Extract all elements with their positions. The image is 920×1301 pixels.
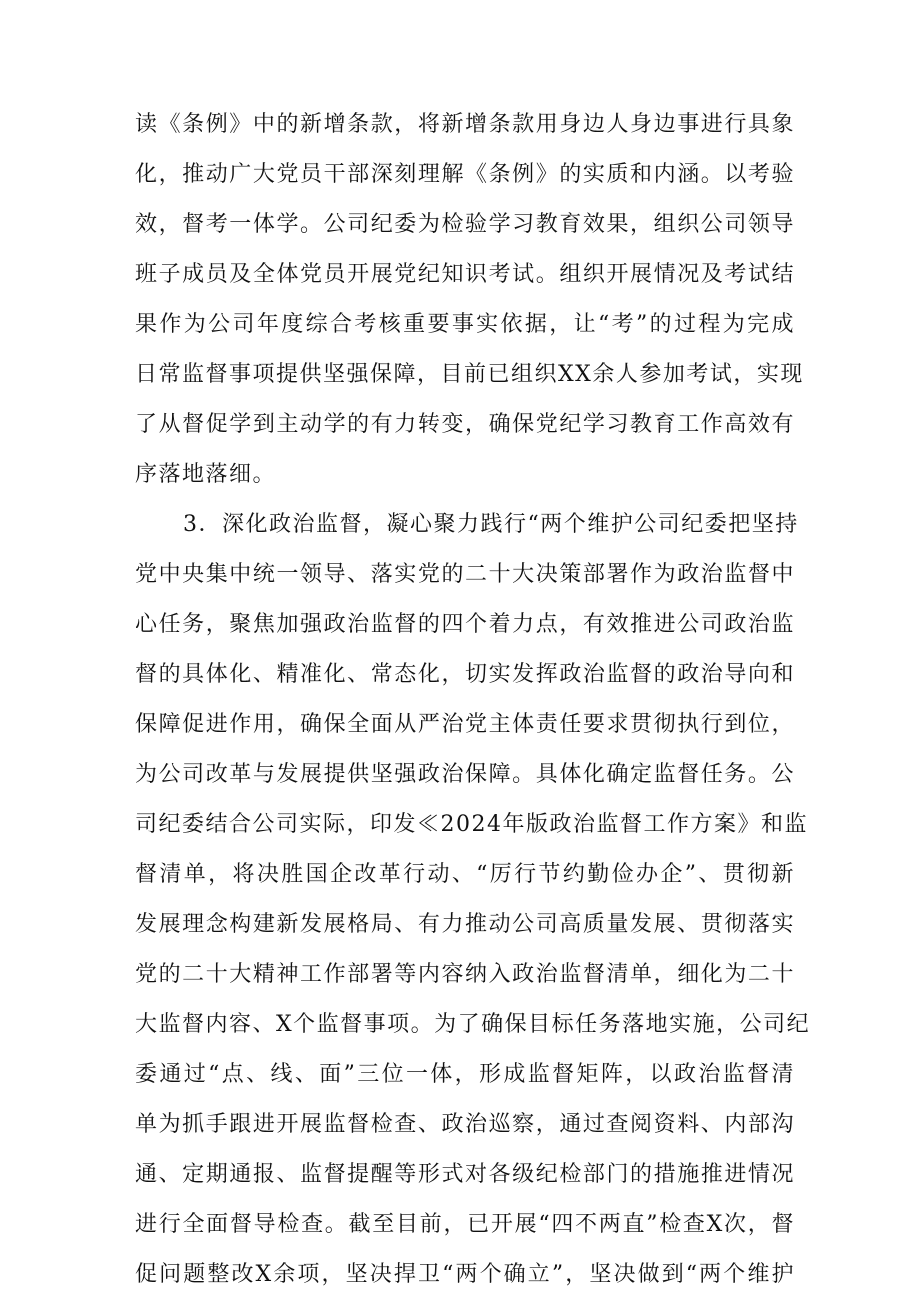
paragraph-2-line-9: 发展理念构建新发展格局、有力推动公司高质量发展、贯彻落实 [135,912,795,937]
paragraph-2-line-15: 进行全面督导检查。截至目前，已开展“四不两直”检查X次，督 [135,1212,795,1237]
paragraph-1-line-5: 果作为公司年度综合考核重要事实依据，让“考”的过程为完成 [135,312,795,337]
paragraph-1-line-6: 日常监督事项提供坚强保障，目前已组织XX余人参加考试，实现 [135,362,804,387]
paragraph-2-line-2: 党中央集中统一领导、落实党的二十大决策部署作为政治监督中 [135,562,795,587]
paragraph-2-line-6: 为公司改革与发展提供坚强政治保障。具体化确定监督任务。公 [135,762,795,787]
paragraph-2-line-14: 通、定期通报、监督提醒等形式对各级纪检部门的措施推进情况 [135,1162,795,1187]
paragraph-1-line-1: 读《条例》中的新增条款，将新增条款用身边人身边事进行具象 [135,112,795,137]
paragraph-2-line-11: 大监督内容、X个监督事项。为了确保目标任务落地实施，公司纪 [135,1012,811,1037]
paragraph-2-line-16: 促问题整改X余项，坚决捍卫“两个确立”，坚决做到“两个维护 [135,1262,795,1287]
paragraph-1-line-8: 序落地落细。 [135,462,277,487]
paragraph-2-line-3: 心任务，聚焦加强政治监督的四个着力点，有效推进公司政治监 [135,612,795,637]
paragraph-1-line-3: 效，督考一体学。公司纪委为检验学习教育效果，组织公司领导 [135,212,795,237]
paragraph-1-line-7: 了从督促学到主动学的有力转变，确保党纪学习教育工作高效有 [135,412,795,437]
paragraph-2-line-4: 督的具体化、精准化、常态化，切实发挥政治监督的政治导向和 [135,662,795,687]
paragraph-2-line-12: 委通过“点、线、面”三位一体，形成监督矩阵，以政治监督清 [135,1062,795,1087]
paragraph-2-line-10: 党的二十大精神工作部署等内容纳入政治监督清单，细化为二十 [135,962,795,987]
paragraph-2-line-1: 3．深化政治监督，凝心聚力践行“两个维护公司纪委把坚持 [183,512,799,537]
paragraph-2-line-5: 保障促进作用，确保全面从严治党主体责任要求贯彻执行到位， [135,712,795,737]
paragraph-2-line-7: 司纪委结合公司实际，印发≪2024年版政治监督工作方案》和监 [135,812,808,837]
paragraph-2-line-8: 督清单，将决胜国企改革行动、“厉行节约勤俭办企”、贯彻新 [135,862,795,887]
paragraph-1-line-4: 班子成员及全体党员开展党纪知识考试。组织开展情况及考试结 [135,262,795,287]
paragraph-2-line-13: 单为抓手跟进开展监督检查、政治巡察，通过查阅资料、内部沟 [135,1112,795,1137]
paragraph-1-line-2: 化，推动广大党员干部深刻理解《条例》的实质和内涵。以考验 [135,162,795,187]
